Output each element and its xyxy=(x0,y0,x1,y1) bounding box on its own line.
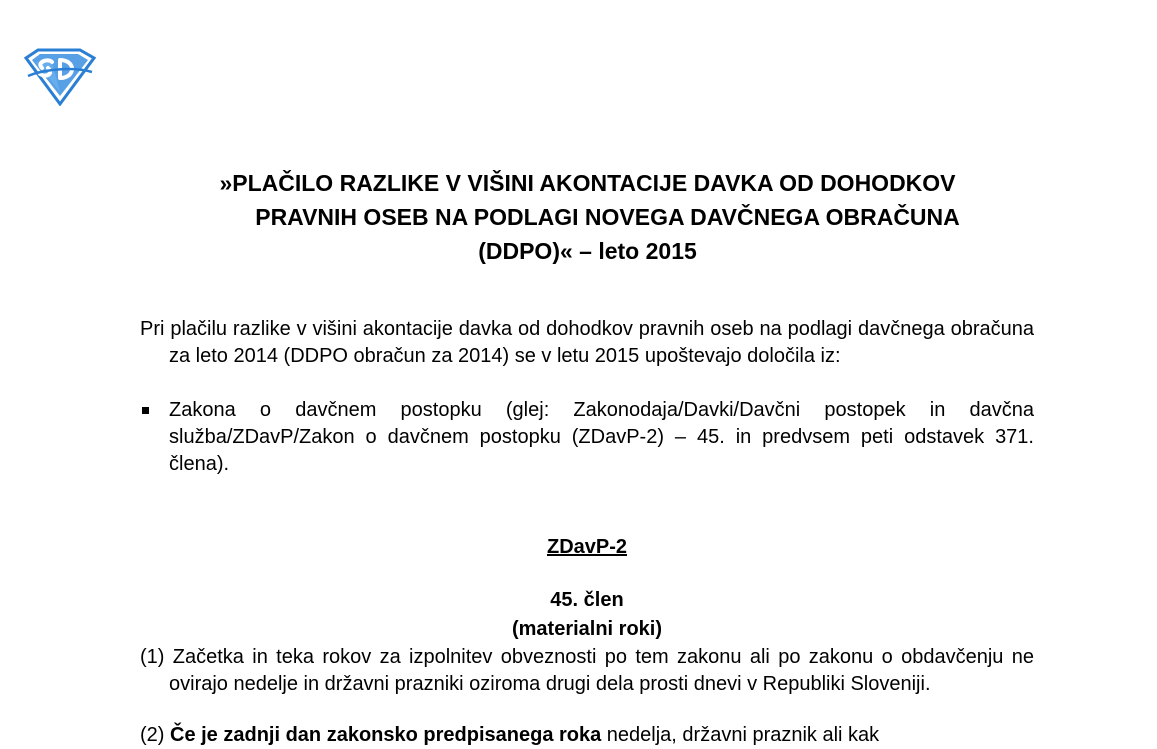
document-title xyxy=(140,166,1035,268)
article-paragraph-2 xyxy=(140,722,1034,749)
paragraph-2-bold-text: Če je zadnji dan zakonsko predpisanega roka xyxy=(170,724,602,746)
sd-diamond-logo-icon xyxy=(22,46,96,106)
sd-logo xyxy=(22,46,96,106)
article-subtitle: (materialni roki) xyxy=(511,618,663,640)
article-title: 45. člen xyxy=(550,589,624,611)
list-item xyxy=(140,397,1034,478)
square-bullet-icon xyxy=(142,407,149,414)
title-line-3: (DDPO)« – leto 2015 xyxy=(478,238,697,264)
paragraph-2-text: nedelja, državni praznik ali kak xyxy=(601,724,880,746)
title-line-2: PRAVNIH OSEB NA PODLAGI NOVEGA DAVČNEGA OBRAČUNA xyxy=(255,204,960,230)
law-title: ZDavP-2 xyxy=(546,536,628,558)
intro-paragraph: Pri plačilu razlike v višini akontacije davka od dohodkov pravnih oseb na podlagi davčnega obračuna za leto 2014 (DDPO obračun za 2014) se v letu 2015 upoštevajo določila iz: xyxy=(140,318,1034,367)
list-item-text: Zakona o davčnem postopku (glej: Zakonodaja/Davki/Davčni postopek in davčna služba/ZDavP/Zakon o davčnem postopku (ZDavP-2) – 45. in predvsem peti odstavek 371. člena). xyxy=(169,399,1034,475)
article-paragraph-1: (1) Začetka in teka rokov za izpolnitev obveznosti po tem zakonu ali po zakonu o obdavčenju ne ovirajo nedelje in državni prazniki oziroma drugi dela prosti dnevi v Republiki Sloveniji. xyxy=(140,646,1034,695)
title-line-1: »PLAČILO RAZLIKE V VIŠINI AKONTACIJE DAVKA OD DOHODKOV xyxy=(219,170,956,196)
legislation-list xyxy=(140,397,1034,478)
paragraph-2-number: (2) xyxy=(140,724,170,746)
